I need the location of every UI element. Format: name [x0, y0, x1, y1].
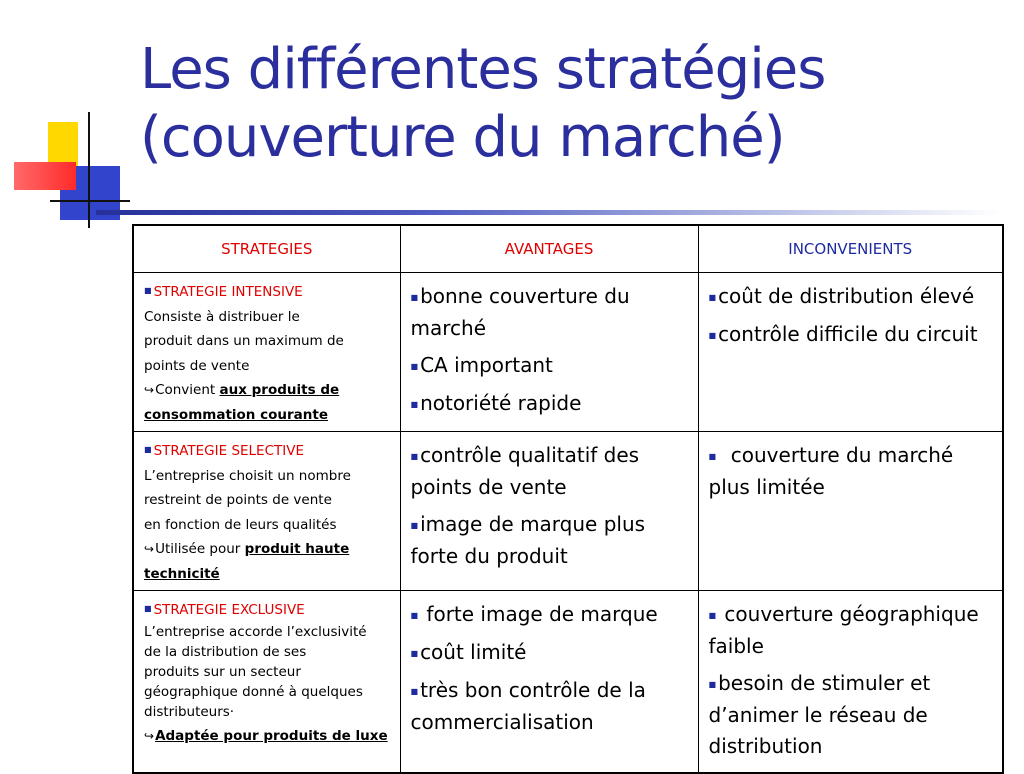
square-bullet-icon: ■: [410, 452, 419, 461]
strategy-table: [132, 224, 1004, 774]
strategy-line: L’entreprise choisit un nombre: [144, 467, 351, 484]
advantages-cell: [400, 432, 698, 591]
list-item: ■ contrôle difficile du circuit: [708, 322, 978, 346]
strategy-line: Consiste à distribuer le: [144, 308, 300, 325]
advantages-cell: [400, 591, 698, 774]
inconvenients-cell: [698, 273, 1003, 432]
square-bullet-icon: ■: [144, 286, 152, 295]
square-bullet-icon: ■: [708, 452, 717, 461]
strategy-line: produit dans un maximum de: [144, 333, 344, 349]
strategy-line: géographique donné à quelques: [144, 684, 363, 700]
table-header-row: [133, 225, 1003, 273]
decor-horizontal-line: [50, 200, 130, 202]
square-bullet-icon: ■: [410, 521, 419, 530]
strategy-use-prefix: Utilisée pour: [155, 541, 245, 557]
header-avantages: AVANTAGES: [400, 225, 698, 273]
strategy-cell: [133, 591, 400, 774]
square-bullet-icon: ■: [144, 604, 152, 613]
strategy-use-prefix: Convient: [155, 382, 220, 398]
strategy-use-target: produit haute technicité: [144, 541, 350, 582]
square-bullet-icon: ■: [410, 611, 419, 620]
advantages-cell: [400, 273, 698, 432]
title-line-2: (couverture du marché): [140, 105, 785, 170]
strategy-use-target: Adaptée pour produits de luxe: [155, 728, 388, 744]
square-bullet-icon: ■: [410, 649, 419, 658]
list-item: ■ couverture du marché plus limitée: [708, 443, 960, 499]
strategy-name: STRATEGIE EXCLUSIVE: [153, 602, 305, 618]
square-bullet-icon: ■: [708, 293, 717, 302]
square-bullet-icon: ■: [144, 445, 152, 454]
page-title: [140, 36, 825, 172]
strategy-cell: [133, 273, 400, 432]
list-item: ■ notoriété rapide: [410, 391, 582, 415]
square-bullet-icon: ■: [708, 680, 717, 689]
inconvenients-cell: [698, 432, 1003, 591]
strategy-line: de la distribution de ses: [144, 644, 307, 660]
list-item: ■ contrôle qualitatif des points de vente: [410, 443, 640, 499]
strategy-line: distributeurs·: [144, 704, 235, 720]
return-arrow-icon: ↪: [144, 383, 155, 397]
inconvenients-cell: [698, 591, 1003, 774]
list-item: ■ coût limité: [410, 640, 527, 664]
header-strategies: STRATEGIES: [133, 225, 400, 273]
square-bullet-icon: ■: [708, 611, 717, 620]
square-bullet-icon: ■: [410, 362, 419, 371]
square-bullet-icon: ■: [708, 331, 717, 340]
strategy-use-target: aux produits de consommation courante: [144, 382, 340, 423]
list-item: ■ forte image de marque: [410, 602, 658, 626]
list-item: ■ image de marque plus forte du produit: [410, 512, 646, 568]
strategy-cell: [133, 432, 400, 591]
strategy-name: STRATEGIE SELECTIVE: [153, 443, 305, 459]
strategy-line: restreint de points de vente: [144, 492, 332, 508]
table-row: [133, 432, 1003, 591]
decor-red-bar: [14, 162, 76, 190]
table-row: [133, 591, 1003, 774]
list-item: ■ bonne couverture du marché: [410, 284, 630, 340]
strategy-line: L’entreprise accorde l’exclusivité: [144, 624, 367, 640]
list-item: ■ très bon contrôle de la commercialisation: [410, 678, 646, 734]
return-arrow-icon: ↪: [144, 542, 155, 556]
decor-vertical-line: [88, 112, 90, 228]
strategy-line: produits sur un secteur: [144, 664, 301, 680]
square-bullet-icon: ■: [410, 687, 419, 696]
strategy-name: STRATEGIE INTENSIVE: [153, 284, 303, 300]
strategy-line: points de vente: [144, 357, 250, 374]
square-bullet-icon: ■: [410, 400, 419, 409]
square-bullet-icon: ■: [410, 293, 419, 302]
list-item: ■ CA important: [410, 353, 553, 377]
title-line-1: Les différentes stratégies: [140, 37, 826, 102]
list-item: ■ couverture géographique faible: [708, 602, 986, 658]
return-arrow-icon: ↪: [144, 729, 155, 743]
title-underline-rule: [96, 210, 1000, 215]
list-item: ■ coût de distribution élevé: [708, 284, 975, 308]
table-row: [133, 273, 1003, 432]
strategy-line: en fonction de leurs qualités: [144, 516, 337, 533]
list-item: ■ besoin de stimuler et d’animer le réseau de distribution: [708, 671, 931, 758]
header-inconvenients: INCONVENIENTS: [698, 225, 1003, 273]
